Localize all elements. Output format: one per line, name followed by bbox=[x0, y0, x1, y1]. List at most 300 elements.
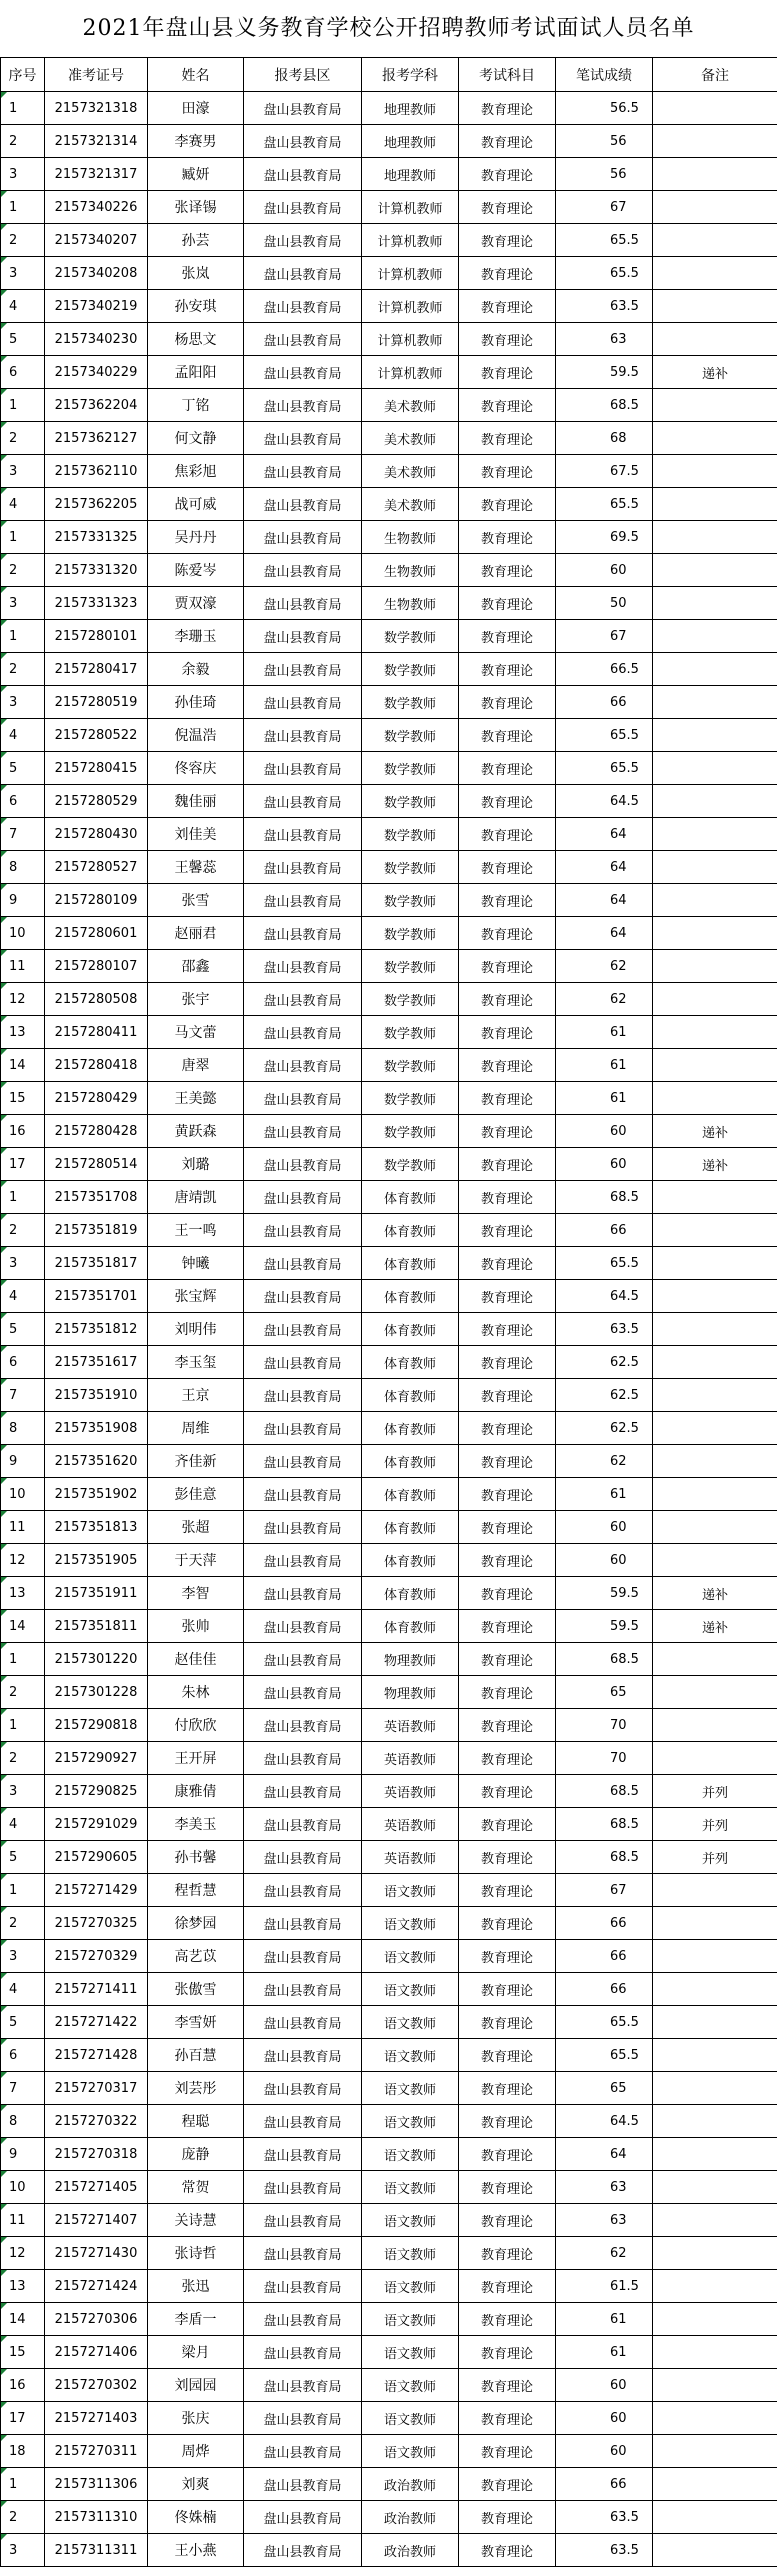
cell-exam-subject: 教育理论 bbox=[459, 2534, 556, 2567]
cell-subject: 计算机教师 bbox=[362, 257, 459, 290]
table-row bbox=[1, 1841, 777, 1874]
cell-county: 盘山县教育局 bbox=[244, 1643, 362, 1676]
cell-subject: 地理教师 bbox=[362, 125, 459, 158]
table-row bbox=[1, 1247, 777, 1280]
cell-score: 61 bbox=[556, 2336, 653, 2369]
cell-exam-id: 2157340230 bbox=[45, 323, 148, 356]
cell-subject: 美术教师 bbox=[362, 422, 459, 455]
cell-seq: 14 bbox=[1, 1049, 45, 1082]
cell-county: 盘山县教育局 bbox=[244, 653, 362, 686]
cell-seq: 1 bbox=[1, 389, 45, 422]
cell-seq: 1 bbox=[1, 2468, 45, 2501]
cell-county: 盘山县教育局 bbox=[244, 1247, 362, 1280]
cell-name: 孙百慧 bbox=[148, 2039, 244, 2072]
table-row bbox=[1, 950, 777, 983]
table-row bbox=[1, 2270, 777, 2303]
cell-exam-subject: 教育理论 bbox=[459, 719, 556, 752]
cell-seq: 17 bbox=[1, 1148, 45, 1181]
cell-county: 盘山县教育局 bbox=[244, 785, 362, 818]
cell-subject: 语文教师 bbox=[362, 2336, 459, 2369]
cell-county: 盘山县教育局 bbox=[244, 2138, 362, 2171]
cell-subject: 语文教师 bbox=[362, 2006, 459, 2039]
cell-exam-subject: 教育理论 bbox=[459, 191, 556, 224]
cell-score: 61 bbox=[556, 1082, 653, 1115]
cell-name: 李美玉 bbox=[148, 1808, 244, 1841]
cell-exam-subject: 教育理论 bbox=[459, 1313, 556, 1346]
cell-seq: 1 bbox=[1, 92, 45, 125]
table-row bbox=[1, 2303, 777, 2336]
cell-subject: 英语教师 bbox=[362, 1775, 459, 1808]
cell-remark bbox=[653, 1049, 777, 1082]
table-row bbox=[1, 917, 777, 950]
cell-seq: 9 bbox=[1, 1445, 45, 1478]
cell-seq: 7 bbox=[1, 1379, 45, 1412]
cell-exam-subject: 教育理论 bbox=[459, 1115, 556, 1148]
cell-exam-id: 2157270306 bbox=[45, 2303, 148, 2336]
table-row bbox=[1, 1511, 777, 1544]
table-row bbox=[1, 257, 777, 290]
cell-remark bbox=[653, 191, 777, 224]
header-county: 报考县区 bbox=[244, 58, 362, 92]
cell-score: 64 bbox=[556, 884, 653, 917]
cell-exam-subject: 教育理论 bbox=[459, 1478, 556, 1511]
cell-name: 倪温浩 bbox=[148, 719, 244, 752]
cell-name: 张雪 bbox=[148, 884, 244, 917]
cell-exam-id: 2157271405 bbox=[45, 2171, 148, 2204]
cell-name: 张宇 bbox=[148, 983, 244, 1016]
cell-exam-id: 2157362204 bbox=[45, 389, 148, 422]
cell-exam-subject: 教育理论 bbox=[459, 1775, 556, 1808]
cell-exam-id: 2157270329 bbox=[45, 1940, 148, 1973]
cell-score: 68.5 bbox=[556, 1841, 653, 1874]
cell-exam-id: 2157271429 bbox=[45, 1874, 148, 1907]
cell-name: 赵丽君 bbox=[148, 917, 244, 950]
cell-remark bbox=[653, 2237, 777, 2270]
cell-remark bbox=[653, 2039, 777, 2072]
cell-name: 黄跃森 bbox=[148, 1115, 244, 1148]
cell-remark bbox=[653, 2072, 777, 2105]
cell-remark bbox=[653, 719, 777, 752]
table-row bbox=[1, 1643, 777, 1676]
cell-subject: 英语教师 bbox=[362, 1742, 459, 1775]
cell-subject: 计算机教师 bbox=[362, 224, 459, 257]
table-row bbox=[1, 2204, 777, 2237]
cell-exam-id: 2157340219 bbox=[45, 290, 148, 323]
cell-exam-id: 2157340208 bbox=[45, 257, 148, 290]
cell-seq: 1 bbox=[1, 1709, 45, 1742]
cell-name: 刘佳美 bbox=[148, 818, 244, 851]
cell-name: 王馨蕊 bbox=[148, 851, 244, 884]
cell-score: 66 bbox=[556, 1214, 653, 1247]
cell-remark bbox=[653, 917, 777, 950]
cell-seq: 5 bbox=[1, 1313, 45, 1346]
table-row bbox=[1, 521, 777, 554]
cell-subject: 数学教师 bbox=[362, 983, 459, 1016]
cell-exam-subject: 教育理论 bbox=[459, 224, 556, 257]
cell-exam-subject: 教育理论 bbox=[459, 2270, 556, 2303]
cell-subject: 美术教师 bbox=[362, 488, 459, 521]
cell-exam-id: 2157271430 bbox=[45, 2237, 148, 2270]
cell-seq: 2 bbox=[1, 224, 45, 257]
cell-remark bbox=[653, 950, 777, 983]
cell-exam-id: 2157280417 bbox=[45, 653, 148, 686]
cell-county: 盘山县教育局 bbox=[244, 2303, 362, 2336]
cell-remark: 递补 bbox=[653, 1148, 777, 1181]
cell-remark bbox=[653, 1544, 777, 1577]
cell-seq: 4 bbox=[1, 1808, 45, 1841]
cell-score: 68.5 bbox=[556, 1775, 653, 1808]
cell-remark bbox=[653, 2303, 777, 2336]
cell-county: 盘山县教育局 bbox=[244, 1973, 362, 2006]
cell-seq: 8 bbox=[1, 1412, 45, 1445]
cell-remark bbox=[653, 290, 777, 323]
cell-seq: 4 bbox=[1, 1973, 45, 2006]
cell-remark bbox=[653, 257, 777, 290]
cell-county: 盘山县教育局 bbox=[244, 1841, 362, 1874]
cell-score: 67 bbox=[556, 1874, 653, 1907]
cell-subject: 数学教师 bbox=[362, 818, 459, 851]
cell-exam-id: 2157271428 bbox=[45, 2039, 148, 2072]
cell-name: 刘璐 bbox=[148, 1148, 244, 1181]
cell-exam-subject: 教育理论 bbox=[459, 125, 556, 158]
cell-county: 盘山县教育局 bbox=[244, 1775, 362, 1808]
table-row bbox=[1, 1973, 777, 2006]
cell-exam-id: 2157270311 bbox=[45, 2435, 148, 2468]
table-row bbox=[1, 785, 777, 818]
cell-seq: 8 bbox=[1, 2105, 45, 2138]
cell-exam-subject: 教育理论 bbox=[459, 1874, 556, 1907]
cell-seq: 1 bbox=[1, 1874, 45, 1907]
cell-seq: 3 bbox=[1, 1247, 45, 1280]
cell-name: 何文静 bbox=[148, 422, 244, 455]
cell-county: 盘山县教育局 bbox=[244, 389, 362, 422]
table-row bbox=[1, 620, 777, 653]
table-row bbox=[1, 2435, 777, 2468]
cell-score: 68.5 bbox=[556, 1181, 653, 1214]
cell-seq: 3 bbox=[1, 158, 45, 191]
cell-county: 盘山县教育局 bbox=[244, 983, 362, 1016]
cell-seq: 15 bbox=[1, 1082, 45, 1115]
cell-name: 常贺 bbox=[148, 2171, 244, 2204]
cell-score: 62 bbox=[556, 983, 653, 1016]
cell-score: 67 bbox=[556, 620, 653, 653]
cell-score: 63.5 bbox=[556, 290, 653, 323]
cell-exam-id: 2157280107 bbox=[45, 950, 148, 983]
cell-county: 盘山县教育局 bbox=[244, 2171, 362, 2204]
cell-exam-subject: 教育理论 bbox=[459, 2336, 556, 2369]
cell-exam-id: 2157271407 bbox=[45, 2204, 148, 2237]
cell-exam-subject: 教育理论 bbox=[459, 620, 556, 653]
cell-county: 盘山县教育局 bbox=[244, 158, 362, 191]
cell-exam-subject: 教育理论 bbox=[459, 488, 556, 521]
cell-score: 65.5 bbox=[556, 719, 653, 752]
cell-subject: 数学教师 bbox=[362, 653, 459, 686]
cell-seq: 4 bbox=[1, 719, 45, 752]
cell-subject: 数学教师 bbox=[362, 1115, 459, 1148]
cell-exam-id: 2157331320 bbox=[45, 554, 148, 587]
cell-name: 张迅 bbox=[148, 2270, 244, 2303]
cell-name: 李玉玺 bbox=[148, 1346, 244, 1379]
cell-county: 盘山县教育局 bbox=[244, 521, 362, 554]
cell-exam-id: 2157340226 bbox=[45, 191, 148, 224]
header-name: 姓名 bbox=[148, 58, 244, 92]
cell-score: 63.5 bbox=[556, 2501, 653, 2534]
cell-county: 盘山县教育局 bbox=[244, 1082, 362, 1115]
cell-score: 66 bbox=[556, 1907, 653, 1940]
cell-seq: 11 bbox=[1, 950, 45, 983]
cell-seq: 6 bbox=[1, 356, 45, 389]
cell-exam-id: 2157362110 bbox=[45, 455, 148, 488]
table-row bbox=[1, 2138, 777, 2171]
cell-name: 李珊玉 bbox=[148, 620, 244, 653]
cell-name: 齐佳新 bbox=[148, 1445, 244, 1478]
cell-remark: 递补 bbox=[653, 356, 777, 389]
cell-name: 梁月 bbox=[148, 2336, 244, 2369]
cell-subject: 语文教师 bbox=[362, 2204, 459, 2237]
cell-exam-id: 2157301228 bbox=[45, 1676, 148, 1709]
table-row bbox=[1, 587, 777, 620]
cell-subject: 体育教师 bbox=[362, 1544, 459, 1577]
cell-subject: 体育教师 bbox=[362, 1247, 459, 1280]
cell-exam-subject: 教育理论 bbox=[459, 587, 556, 620]
cell-subject: 体育教师 bbox=[362, 1214, 459, 1247]
cell-score: 59.5 bbox=[556, 1610, 653, 1643]
cell-name: 康雅倩 bbox=[148, 1775, 244, 1808]
cell-remark: 递补 bbox=[653, 1115, 777, 1148]
cell-subject: 体育教师 bbox=[362, 1346, 459, 1379]
cell-exam-id: 2157280508 bbox=[45, 983, 148, 1016]
cell-score: 56 bbox=[556, 158, 653, 191]
cell-name: 张译锡 bbox=[148, 191, 244, 224]
cell-score: 62.5 bbox=[556, 1346, 653, 1379]
cell-name: 吴丹丹 bbox=[148, 521, 244, 554]
cell-subject: 生物教师 bbox=[362, 587, 459, 620]
cell-name: 孙书馨 bbox=[148, 1841, 244, 1874]
cell-remark: 递补 bbox=[653, 1610, 777, 1643]
cell-exam-id: 2157351708 bbox=[45, 1181, 148, 1214]
table-row bbox=[1, 1214, 777, 1247]
cell-remark bbox=[653, 1973, 777, 2006]
cell-remark: 递补 bbox=[653, 1577, 777, 1610]
cell-county: 盘山县教育局 bbox=[244, 1214, 362, 1247]
cell-exam-id: 2157280101 bbox=[45, 620, 148, 653]
cell-exam-id: 2157351910 bbox=[45, 1379, 148, 1412]
cell-exam-subject: 教育理论 bbox=[459, 2369, 556, 2402]
cell-exam-subject: 教育理论 bbox=[459, 686, 556, 719]
cell-exam-subject: 教育理论 bbox=[459, 2204, 556, 2237]
cell-county: 盘山县教育局 bbox=[244, 620, 362, 653]
table-row bbox=[1, 422, 777, 455]
cell-remark bbox=[653, 2534, 777, 2567]
cell-score: 65.5 bbox=[556, 257, 653, 290]
cell-exam-subject: 教育理论 bbox=[459, 2402, 556, 2435]
cell-score: 69.5 bbox=[556, 521, 653, 554]
cell-remark bbox=[653, 1907, 777, 1940]
cell-exam-subject: 教育理论 bbox=[459, 2435, 556, 2468]
cell-remark bbox=[653, 1016, 777, 1049]
cell-exam-id: 2157280418 bbox=[45, 1049, 148, 1082]
cell-name: 庞静 bbox=[148, 2138, 244, 2171]
table-row bbox=[1, 1280, 777, 1313]
cell-county: 盘山县教育局 bbox=[244, 950, 362, 983]
cell-score: 66 bbox=[556, 2468, 653, 2501]
cell-subject: 体育教师 bbox=[362, 1280, 459, 1313]
cell-exam-id: 2157321317 bbox=[45, 158, 148, 191]
cell-name: 王京 bbox=[148, 1379, 244, 1412]
cell-subject: 语文教师 bbox=[362, 2138, 459, 2171]
cell-exam-id: 2157280411 bbox=[45, 1016, 148, 1049]
cell-name: 张岚 bbox=[148, 257, 244, 290]
cell-remark bbox=[653, 752, 777, 785]
cell-exam-subject: 教育理论 bbox=[459, 2039, 556, 2072]
cell-county: 盘山县教育局 bbox=[244, 2006, 362, 2039]
cell-exam-id: 2157351813 bbox=[45, 1511, 148, 1544]
cell-seq: 7 bbox=[1, 818, 45, 851]
cell-score: 68 bbox=[556, 422, 653, 455]
cell-score: 60 bbox=[556, 1115, 653, 1148]
table-row bbox=[1, 1577, 777, 1610]
table-row bbox=[1, 488, 777, 521]
cell-name: 唐靖凯 bbox=[148, 1181, 244, 1214]
cell-remark bbox=[653, 1445, 777, 1478]
cell-score: 56.5 bbox=[556, 92, 653, 125]
cell-county: 盘山县教育局 bbox=[244, 1445, 362, 1478]
cell-exam-subject: 教育理论 bbox=[459, 1610, 556, 1643]
cell-county: 盘山县教育局 bbox=[244, 224, 362, 257]
table-row bbox=[1, 2072, 777, 2105]
cell-county: 盘山县教育局 bbox=[244, 1412, 362, 1445]
cell-exam-subject: 教育理论 bbox=[459, 92, 556, 125]
table-row bbox=[1, 1082, 777, 1115]
cell-subject: 政治教师 bbox=[362, 2501, 459, 2534]
cell-subject: 数学教师 bbox=[362, 620, 459, 653]
cell-remark bbox=[653, 422, 777, 455]
cell-exam-subject: 教育理论 bbox=[459, 1808, 556, 1841]
cell-remark bbox=[653, 2105, 777, 2138]
cell-exam-id: 2157270318 bbox=[45, 2138, 148, 2171]
cell-name: 周烨 bbox=[148, 2435, 244, 2468]
cell-score: 64 bbox=[556, 917, 653, 950]
cell-name: 邵鑫 bbox=[148, 950, 244, 983]
cell-exam-subject: 教育理论 bbox=[459, 1082, 556, 1115]
cell-name: 周维 bbox=[148, 1412, 244, 1445]
cell-subject: 语文教师 bbox=[362, 2039, 459, 2072]
cell-remark bbox=[653, 2468, 777, 2501]
cell-remark bbox=[653, 2402, 777, 2435]
cell-exam-subject: 教育理论 bbox=[459, 2072, 556, 2105]
table-row bbox=[1, 884, 777, 917]
table-row bbox=[1, 2105, 777, 2138]
cell-score: 62 bbox=[556, 950, 653, 983]
cell-county: 盘山县教育局 bbox=[244, 1676, 362, 1709]
cell-seq: 8 bbox=[1, 851, 45, 884]
cell-name: 刘爽 bbox=[148, 2468, 244, 2501]
cell-subject: 数学教师 bbox=[362, 686, 459, 719]
cell-remark bbox=[653, 1181, 777, 1214]
cell-exam-subject: 教育理论 bbox=[459, 1016, 556, 1049]
cell-county: 盘山县教育局 bbox=[244, 356, 362, 389]
cell-exam-subject: 教育理论 bbox=[459, 2105, 556, 2138]
cell-name: 魏佳丽 bbox=[148, 785, 244, 818]
cell-score: 63 bbox=[556, 323, 653, 356]
cell-exam-id: 2157331323 bbox=[45, 587, 148, 620]
cell-county: 盘山县教育局 bbox=[244, 1379, 362, 1412]
table-row bbox=[1, 1313, 777, 1346]
cell-name: 刘明伟 bbox=[148, 1313, 244, 1346]
cell-score: 64.5 bbox=[556, 2105, 653, 2138]
cell-name: 赵佳佳 bbox=[148, 1643, 244, 1676]
cell-exam-id: 2157301220 bbox=[45, 1643, 148, 1676]
cell-subject: 地理教师 bbox=[362, 158, 459, 191]
cell-exam-subject: 教育理论 bbox=[459, 389, 556, 422]
cell-county: 盘山县教育局 bbox=[244, 191, 362, 224]
cell-exam-subject: 教育理论 bbox=[459, 1511, 556, 1544]
table-row bbox=[1, 1115, 777, 1148]
cell-seq: 5 bbox=[1, 752, 45, 785]
cell-subject: 数学教师 bbox=[362, 1148, 459, 1181]
cell-county: 盘山县教育局 bbox=[244, 2435, 362, 2468]
cell-seq: 6 bbox=[1, 1346, 45, 1379]
cell-score: 62 bbox=[556, 1445, 653, 1478]
cell-seq: 9 bbox=[1, 884, 45, 917]
cell-seq: 11 bbox=[1, 1511, 45, 1544]
cell-seq: 13 bbox=[1, 1016, 45, 1049]
cell-score: 63.5 bbox=[556, 2534, 653, 2567]
cell-remark: 并列 bbox=[653, 1775, 777, 1808]
cell-exam-subject: 教育理论 bbox=[459, 422, 556, 455]
cell-remark bbox=[653, 785, 777, 818]
cell-subject: 地理教师 bbox=[362, 92, 459, 125]
cell-name: 孟阳阳 bbox=[148, 356, 244, 389]
cell-score: 66.5 bbox=[556, 653, 653, 686]
cell-exam-subject: 教育理论 bbox=[459, 1346, 556, 1379]
table-row bbox=[1, 2369, 777, 2402]
cell-exam-subject: 教育理论 bbox=[459, 1676, 556, 1709]
cell-subject: 美术教师 bbox=[362, 389, 459, 422]
table-row bbox=[1, 752, 777, 785]
cell-score: 65.5 bbox=[556, 488, 653, 521]
table-row bbox=[1, 2468, 777, 2501]
cell-remark bbox=[653, 818, 777, 851]
cell-exam-id: 2157291029 bbox=[45, 1808, 148, 1841]
cell-county: 盘山县教育局 bbox=[244, 752, 362, 785]
cell-remark bbox=[653, 2138, 777, 2171]
cell-remark bbox=[653, 2336, 777, 2369]
cell-subject: 美术教师 bbox=[362, 455, 459, 488]
cell-subject: 体育教师 bbox=[362, 1577, 459, 1610]
table-row bbox=[1, 2039, 777, 2072]
cell-subject: 语文教师 bbox=[362, 1940, 459, 1973]
cell-county: 盘山县教育局 bbox=[244, 1511, 362, 1544]
cell-score: 60 bbox=[556, 2435, 653, 2468]
cell-exam-id: 2157311311 bbox=[45, 2534, 148, 2567]
table-row bbox=[1, 191, 777, 224]
cell-exam-id: 2157311310 bbox=[45, 2501, 148, 2534]
cell-exam-id: 2157331325 bbox=[45, 521, 148, 554]
cell-name: 李智 bbox=[148, 1577, 244, 1610]
table-row bbox=[1, 1181, 777, 1214]
table-row bbox=[1, 1742, 777, 1775]
cell-subject: 语文教师 bbox=[362, 2435, 459, 2468]
cell-score: 61.5 bbox=[556, 2270, 653, 2303]
cell-exam-subject: 教育理论 bbox=[459, 1841, 556, 1874]
cell-seq: 1 bbox=[1, 1181, 45, 1214]
cell-exam-id: 2157321318 bbox=[45, 92, 148, 125]
cell-remark bbox=[653, 488, 777, 521]
cell-subject: 体育教师 bbox=[362, 1181, 459, 1214]
cell-score: 67.5 bbox=[556, 455, 653, 488]
cell-subject: 计算机教师 bbox=[362, 323, 459, 356]
